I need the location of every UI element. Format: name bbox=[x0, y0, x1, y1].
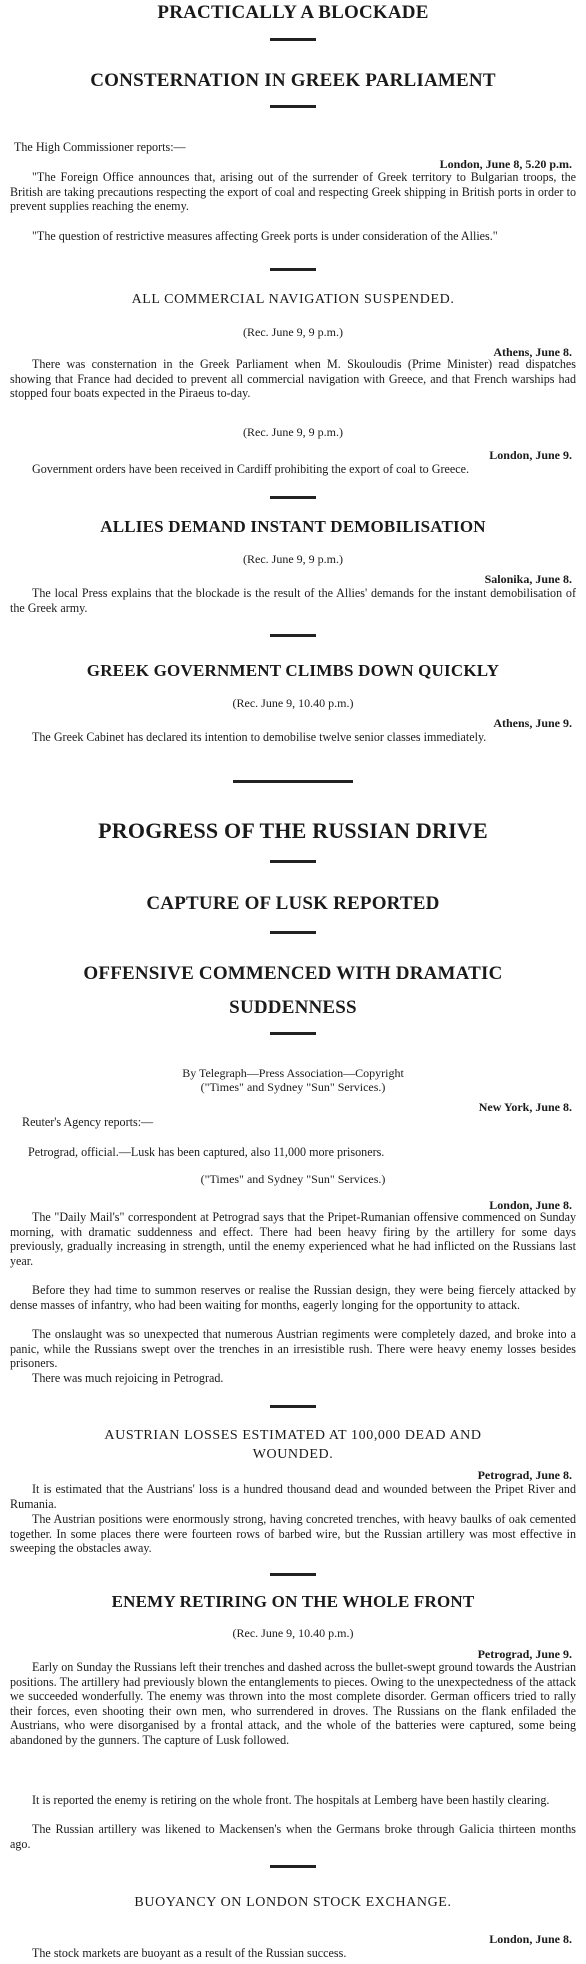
article-title-austrian-losses-line1: AUSTRIAN LOSSES ESTIMATED AT 100,000 DEAD AND bbox=[104, 1428, 482, 1443]
paragraph: The stock markets are buoyant as a result of the Russian success. bbox=[32, 1946, 347, 1960]
paragraph: There was much rejoicing in Petrograd. bbox=[32, 1371, 224, 1385]
dateline: Athens, June 8. bbox=[493, 345, 572, 359]
received-time: (Rec. June 9, 10.40 p.m.) bbox=[232, 696, 354, 710]
dateline: Petrograd, June 9. bbox=[477, 1647, 572, 1661]
article-subtitle-lusk: CAPTURE OF LUSK REPORTED bbox=[146, 893, 440, 914]
received-time: (Rec. June 9, 9 p.m.) bbox=[243, 425, 343, 439]
dateline: London, June 8, 5.20 p.m. bbox=[439, 157, 572, 171]
paragraph: Government orders have been received in Cardiff prohibiting the export of coal to Greece. bbox=[32, 462, 469, 476]
divider bbox=[270, 931, 316, 934]
article-subtitle-blockade: CONSTERNATION IN GREEK PARLIAMENT bbox=[90, 70, 496, 91]
divider bbox=[270, 1032, 316, 1035]
article-title-demobilisation: ALLIES DEMAND INSTANT DEMOBILISATION bbox=[100, 517, 486, 536]
paragraph: "The question of restrictive measures affecting Greek ports is under consideration of the Allies." bbox=[32, 229, 498, 243]
article-title-stock-exchange: BUOYANCY ON LONDON STOCK EXCHANGE. bbox=[134, 1895, 452, 1910]
dateline: New York, June 8. bbox=[478, 1100, 572, 1114]
divider bbox=[270, 268, 316, 271]
divider bbox=[270, 38, 316, 41]
paragraph: The Austrian positions were enormously strong, having concreted trenches, with heavy baulks of oak cemented together. In some places there were fourteen rows of barbed wire, but the Russian artillery was most effective in sweeping the obstacles away. bbox=[10, 1512, 576, 1556]
divider bbox=[270, 1573, 316, 1576]
dateline: Salonika, June 8. bbox=[484, 572, 572, 586]
paragraph: Before they had time to summon reserves or realise the Russian design, they were being fiercely attacked by dense masses of infantry, who had been waiting for months, eagerly longing for the opportunity to attack. bbox=[10, 1283, 576, 1312]
divider bbox=[270, 634, 316, 637]
credit-line: ("Times" and Sydney "Sun" Services.) bbox=[200, 1172, 386, 1186]
paragraph: The Greek Cabinet has declared its intention to demobilise twelve senior classes immediately. bbox=[32, 730, 487, 744]
intro-text: Reuter's Agency reports:— bbox=[22, 1115, 154, 1129]
article-title-enemy-retiring: ENEMY RETIRING ON THE WHOLE FRONT bbox=[111, 1592, 475, 1611]
paragraph: The "Daily Mail's" correspondent at Petrograd says that the Pripet-Rumanian offensive commenced on Sunday morning, with dramatic suddenness and effect. There had been heavy firing by the artillery for some days previously, gradually increasing in strength, until the enemy experienced what he had inflicted on the Russians last year. bbox=[10, 1210, 576, 1268]
paragraph: Petrograd, official.—Lusk has been captured, also 11,000 more prisoners. bbox=[28, 1145, 385, 1159]
paragraph: "The Foreign Office announces that, arising out of the surrender of Greek territory to Bulgarian troops, the British are taking precautions respecting the export of coal and respecting Greek shipping in British ports in order to prevent supplies reaching the enemy. bbox=[10, 170, 576, 214]
paragraph: It is estimated that the Austrians' loss is a hundred thousand dead and wounded between the Pripet River and Rumania. bbox=[10, 1482, 576, 1511]
paragraph: The Russian artillery was likened to Mackensen's when the Germans broke through Galicia thirteen months ago. bbox=[10, 1822, 576, 1851]
paragraph: It is reported the enemy is retiring on the whole front. The hospitals at Lemberg have been hastily clearing. bbox=[32, 1793, 550, 1807]
article-title-navigation: ALL COMMERCIAL NAVIGATION SUSPENDED. bbox=[131, 292, 455, 307]
credit-line: ("Times" and Sydney "Sun" Services.) bbox=[200, 1080, 386, 1094]
received-time: (Rec. June 9, 9 p.m.) bbox=[243, 552, 343, 566]
article-title-blockade: PRACTICALLY A BLOCKADE bbox=[157, 2, 429, 23]
dateline: London, June 9. bbox=[489, 448, 572, 462]
article-title-russian-drive: PROGRESS OF THE RUSSIAN DRIVE bbox=[98, 818, 488, 843]
headline-offensive-line1: OFFENSIVE COMMENCED WITH DRAMATIC bbox=[83, 963, 503, 984]
headline-offensive-line2: SUDDENNESS bbox=[229, 997, 357, 1018]
divider bbox=[270, 1865, 316, 1868]
article-title-climbs-down: GREEK GOVERNMENT CLIMBS DOWN QUICKLY bbox=[86, 661, 500, 680]
divider bbox=[270, 1405, 316, 1408]
paragraph: The onslaught was so unexpected that numerous Austrian regiments were completely dazed, and broke into a panic, while the Russians swept over the trenches in an irresistible rush. There were heavy enemy losses besides prisoners. bbox=[10, 1327, 576, 1371]
divider bbox=[233, 780, 353, 783]
dateline: London, June 8. bbox=[489, 1932, 572, 1946]
divider bbox=[270, 496, 316, 499]
divider bbox=[270, 105, 316, 108]
intro-text: The High Commissioner reports:— bbox=[14, 140, 186, 154]
paragraph: Early on Sunday the Russians left their trenches and dashed across the bullet-swept ground towards the Austrian positions. The artillery had previously blown the entanglements to pieces. Owing to the unexpectedness of the attack we succeeded wonderfully. The enemy was thrown into the most complete disorder. German officers tried to rally their forces, even shooting their own men, who surrendered in droves. The Russians on the flank enfiladed the Austrians, who were disorganised by a frontal attack, and the whole of the batteries were captured, some being abandoned by the gunners. The capture of Lusk followed. bbox=[10, 1660, 576, 1747]
credit-line: By Telegraph—Press Association—Copyright bbox=[182, 1066, 404, 1080]
received-time: (Rec. June 9, 10.40 p.m.) bbox=[232, 1626, 354, 1640]
received-time: (Rec. June 9, 9 p.m.) bbox=[243, 325, 343, 339]
dateline: London, June 8. bbox=[489, 1198, 572, 1212]
dateline: Athens, June 9. bbox=[493, 716, 572, 730]
paragraph: The local Press explains that the blockade is the result of the Allies' demands for the instant demobilisation of the Greek army. bbox=[10, 586, 576, 615]
paragraph: There was consternation in the Greek Parliament when M. Skouloudis (Prime Minister) read dispatches showing that France had decided to prevent all commercial navigation with Greece, and that French warships had stopped four boats expected in the Piraeus to-day. bbox=[10, 357, 576, 401]
dateline: Petrograd, June 8. bbox=[477, 1468, 572, 1482]
article-title-austrian-losses-line2: WOUNDED. bbox=[252, 1447, 334, 1462]
divider bbox=[270, 860, 316, 863]
